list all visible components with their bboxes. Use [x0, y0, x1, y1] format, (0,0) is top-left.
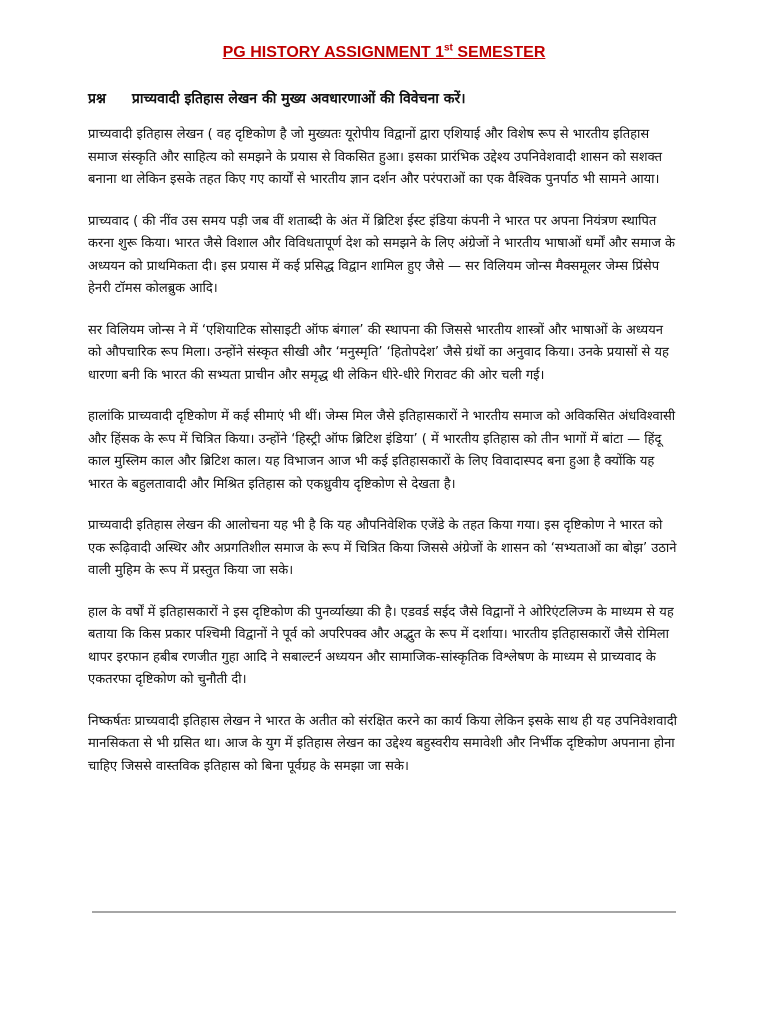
title-superscript: st: [444, 42, 453, 54]
paragraph-2: प्राच्यवाद ( की नींव उस समय पड़ी जब वीं शताब्दी के अंत में ब्रिटिश ईस्ट इंडिया कंपनी ने भारत पर अपना नियंत्रण स्थापित करना शुरू किया। भारत जैसे विशाल और विविधतापूर्ण देश को समझने के लिए अंग्रेजों ने भारतीय भाषाओं धर्मों और समाज के अध्ययन को प्राथमिकता दी। इस प्रयास में कई प्रसिद्ध विद्वान शामिल हुए जैसे — सर विलियम जोन्स मैक्समूलर जेम्स प्रिंसेप हेनरी टॉमस कोलब्रुक आदि।: [88, 213, 675, 296]
question-label: प्रश्न: [88, 91, 106, 107]
paragraph-4: हालांकि प्राच्यवादी दृष्टिकोण में कई सीमाएं भी थीं। जेम्स मिल जैसे इतिहासकारों ने भारतीय समाज को अविकसित अंधविश्वासी और हिंसक के रूप में चित्रित किया। उन्होंने ‘हिस्ट्री ऑफ ब्रिटिश इंडिया’ ( में भारतीय इतिहास को तीन भागों में बांटा — हिंदू काल मुस्लिम काल और ब्रिटिश काल। यह विभाजन आज भी कई इतिहासकारों के लिए विवादास्पद बना हुआ है क्योंकि यह भारत के बहुलतावादी और मिश्रित इतिहास को एकध्रुवीय दृष्टिकोण से देखता है।: [88, 409, 676, 492]
assignment-title: [88, 40, 680, 66]
paragraph-7: निष्कर्षतः प्राच्यवादी इतिहास लेखन ने भारत के अतीत को संरक्षित करने का कार्य किया लेकिन इसके साथ ही यह उपनिवेशवादी मानसिकता से भी ग्रसित था। आज के युग में इतिहास लेखन का उद्देश्य बहुस्वरीय समावेशी और निर्भीक दृष्टिकोण अपनाना होना चाहिए जिससे वास्तविक इतिहास को बिना पूर्वग्रह के समझा जा सके।: [88, 713, 678, 774]
footer-divider: [92, 911, 676, 913]
paragraph-5: प्राच्यवादी इतिहास लेखन की आलोचना यह भी है कि यह औपनिवेशिक एजेंडे के तहत किया गया। इस दृष्टिकोण ने भारत को एक रूढ़िवादी अस्थिर और अप्रगतिशील समाज के रूप में चित्रित किया जिससे अंग्रेजों के शासन को ‘सभ्यताओं का बोझ’ उठाने वाली मुहिम के रूप में प्रस्तुत किया जा सके।: [88, 518, 677, 578]
question-text: प्राच्यवादी इतिहास लेखन की मुख्य अवधारणाओं की विवेचना करें।: [131, 91, 466, 107]
paragraph-1: प्राच्यवादी इतिहास लेखन ( वह दृष्टिकोण है जो मुख्यतः यूरोपीय विद्वानों द्वारा एशियाई और विशेष रूप से भारतीय इतिहास समाज संस्कृति और साहित्य को समझने के प्रयास से विकसित हुआ। इसका प्रारंभिक उद्देश्य उपनिवेशवादी शासन को सशक्त बनाना था लेकिन इसके तहत किए गए कार्यों से भारतीय ज्ञान दर्शन और परंपराओं का एक वैश्विक पुनर्पाठ भी सामने आया।: [88, 127, 663, 187]
title-tail: SEMESTER: [452, 44, 546, 61]
paragraph-6: हाल के वर्षों में इतिहासकारों ने इस दृष्टिकोण की पुनर्व्याख्या की है। एडवर्ड सईद जैसे विद्वानों ने ओरिएंटलिज्म के माध्यम से यह बताया कि किस प्रकार पश्चिमी विद्वानों ने पूर्व को अपरिपक्व और अद्भुत के रूप में दर्शाया। भारतीय इतिहासकारों जैसे रोमिला थापर इरफान हबीब रणजीत गुहा आदि ने सबाल्टर्न अध्ययन और सामाजिक-सांस्कृतिक विश्लेषण के माध्यम से प्राच्यवाद के एकतरफा दृष्टिकोण को चुनौती दी।: [88, 604, 674, 687]
title-main: PG HISTORY ASSIGNMENT 1: [222, 44, 444, 61]
question-heading: [88, 88, 680, 110]
paragraph-3: सर विलियम जोन्स ने में ‘एशियाटिक सोसाइटी ऑफ बंगाल’ की स्थापना की जिससे भारतीय शास्त्रों और भाषाओं के अध्ययन को औपचारिक रूप मिला। उन्होंने संस्कृत सीखी और ‘मनुस्मृति’ ‘हितोपदेश’ जैसे ग्रंथों का अनुवाद किया। उनके प्रयासों से यह धारणा बनी कि भारत की सभ्यता प्राचीन और समृद्ध थी लेकिन धीरे-धीरे गिरावट की ओर चली गई।: [88, 322, 669, 383]
